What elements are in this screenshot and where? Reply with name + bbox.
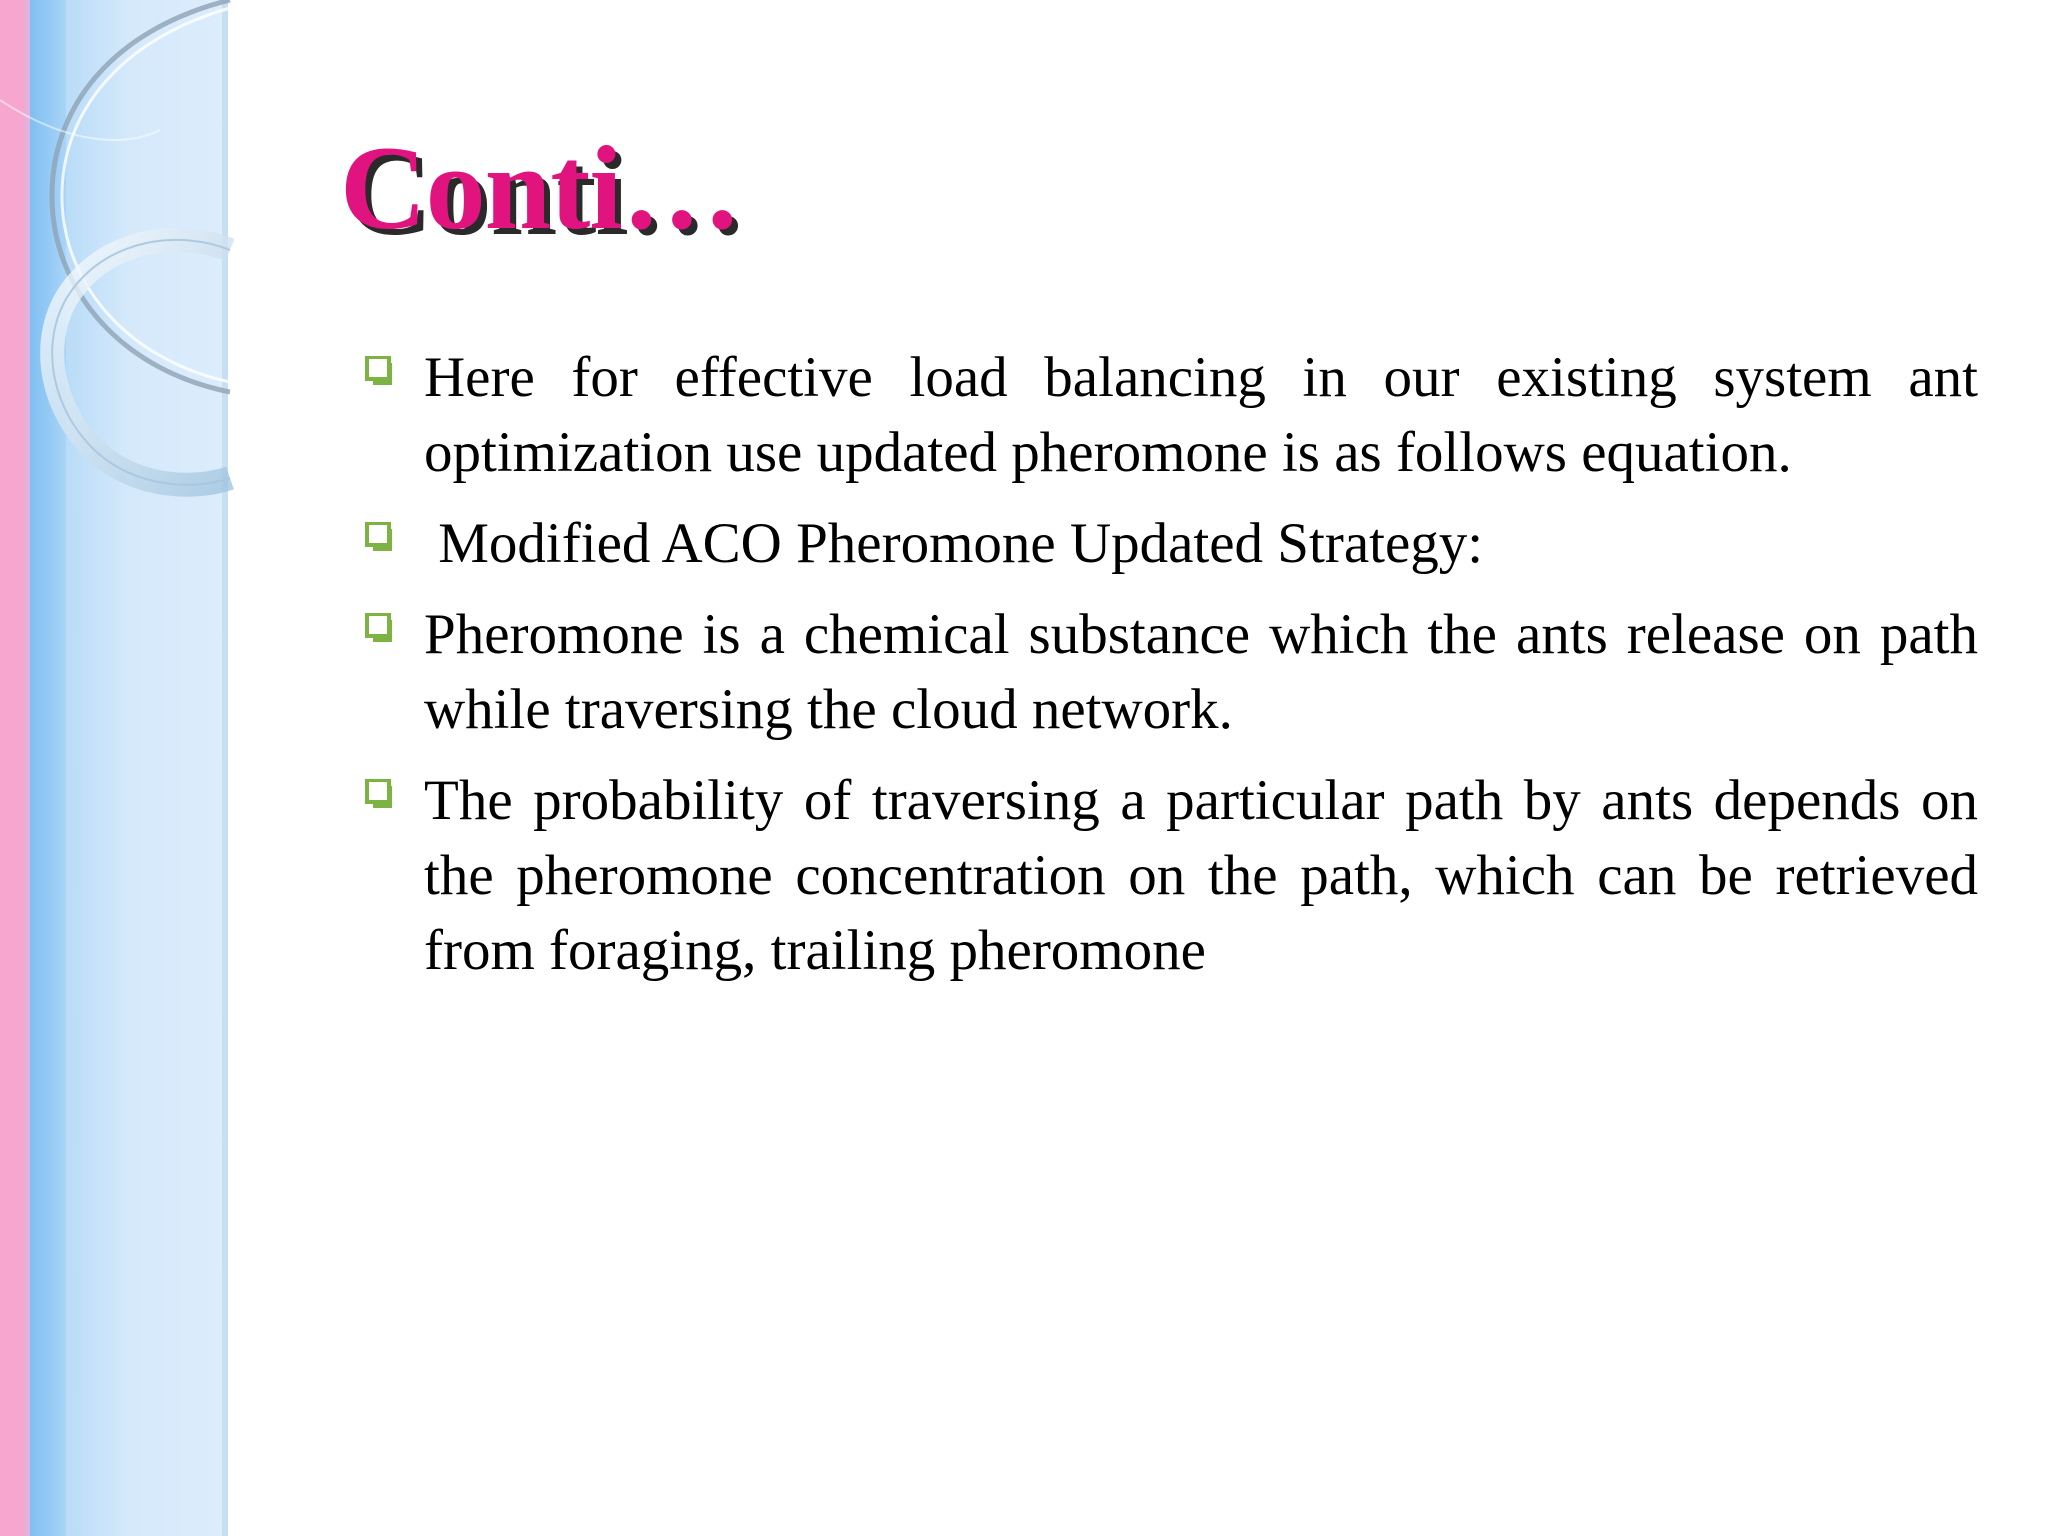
slide-title: Conti…: [340, 121, 741, 254]
checkbox-bullet-icon: [364, 779, 392, 809]
bullet-text: Modified ACO Pheromone Updated Strategy:: [424, 512, 1484, 575]
checkbox-bullet-icon: [364, 613, 392, 643]
bullet-item: [358, 506, 1978, 581]
bullet-item: [358, 597, 1978, 747]
decorative-rings-icon: [0, 0, 240, 520]
bullet-list: [358, 340, 1978, 1004]
bullet-text: Here for effective load balancing in our existing system ant optimization use updated pheromone is as follows equation.: [424, 346, 1978, 484]
bullet-item: [358, 763, 1978, 988]
bullet-item: [358, 340, 1978, 490]
bullet-text: Pheromone is a chemical substance which the ants release on path while traversing the cloud network.: [424, 603, 1978, 741]
bullet-text: The probability of traversing a particular path by ants depends on the pheromone concentration on the path, which can be retrieved from foraging, trailing pheromone: [424, 769, 1978, 982]
checkbox-bullet-icon: [364, 522, 392, 552]
checkbox-bullet-icon: [364, 356, 392, 386]
